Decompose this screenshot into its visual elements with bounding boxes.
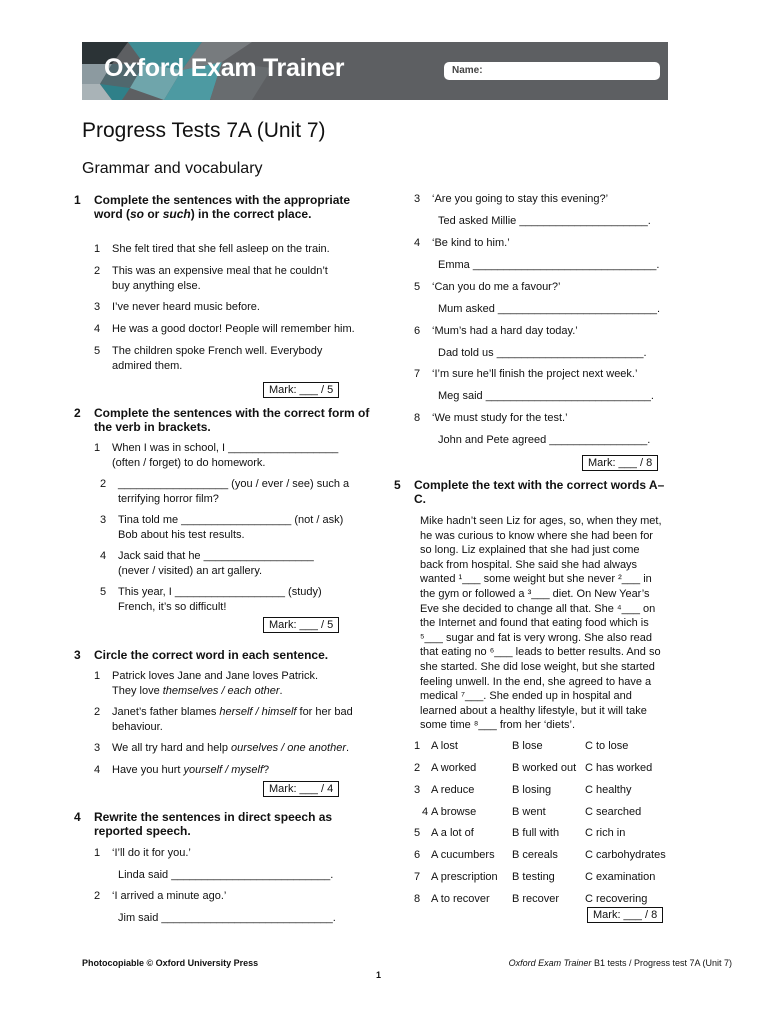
option-number: 8 — [414, 893, 421, 905]
option-number: 7 — [414, 871, 421, 883]
item-text: She felt tired that she fell asleep on the train. — [112, 243, 330, 255]
option-row — [414, 848, 685, 863]
list-item — [100, 477, 366, 506]
word-choice[interactable]: herself / himself — [219, 706, 297, 718]
answer-line[interactable]: Emma ______________________________. — [438, 259, 660, 271]
option-row — [414, 826, 685, 841]
exercise-1-instruction — [74, 194, 374, 221]
option-row — [414, 870, 685, 885]
item-quote: ‘Be kind to him.’ — [432, 237, 510, 249]
item-number: 2 — [94, 890, 101, 902]
item-quote: ‘We must study for the test.’ — [432, 412, 568, 424]
word-choice[interactable]: themselves / each other — [162, 684, 280, 697]
list-item — [94, 763, 364, 778]
option-a[interactable]: A a lot of — [431, 827, 474, 839]
item-number: 1 — [94, 442, 101, 454]
list-item — [414, 192, 674, 207]
option-row — [422, 805, 685, 820]
option-b[interactable]: B cereals — [512, 849, 558, 861]
item-text: Jack said that he __________________ (never / visited) an art gallery. — [118, 550, 314, 577]
exercise-4-instruction — [74, 811, 374, 838]
item-number: 1 — [94, 670, 101, 682]
option-number: 2 — [414, 762, 421, 774]
item-number: 3 — [94, 301, 101, 313]
item-text: . — [346, 742, 350, 754]
text-line: she started. She did lose weight, but she started — [420, 660, 655, 673]
text-line: back from hospital. She said she had always — [420, 558, 638, 571]
page-number: 1 — [376, 970, 382, 980]
answer-line[interactable]: Ted asked Millie _____________________. — [438, 215, 651, 227]
option-number: 4 — [422, 806, 429, 818]
option-b[interactable]: B testing — [512, 871, 555, 883]
list-item — [94, 300, 364, 315]
item-quote: ‘Can you do me a favour?’ — [432, 281, 561, 293]
answer-line[interactable]: Dad told us ________________________. — [438, 347, 647, 359]
item-number: 2 — [94, 706, 101, 718]
item-quote: ‘Are you going to stay this evening?’ — [432, 193, 609, 205]
exercise-3-instruction — [74, 649, 374, 663]
list-item — [94, 705, 356, 734]
item-number: 1 — [94, 847, 101, 859]
option-row — [414, 739, 685, 754]
option-number: 5 — [414, 827, 421, 839]
option-number: 1 — [414, 740, 421, 752]
item-text: ? — [263, 764, 270, 776]
exercise-3 — [74, 648, 374, 795]
text-line: learned about a healthy lifestyle, but it will take — [420, 704, 647, 717]
list-item — [94, 846, 344, 861]
option-c[interactable]: C rich in — [585, 827, 626, 839]
option-a[interactable]: A to recover — [431, 893, 490, 905]
option-row — [414, 783, 685, 798]
option-b[interactable]: B worked out — [512, 762, 577, 774]
list-item — [414, 367, 680, 382]
mark-box[interactable]: Mark: ___ / 5 — [263, 382, 339, 398]
option-b[interactable]: B losing — [512, 784, 552, 796]
text-line: feeling unwell. In the end, she agreed to have a — [420, 675, 652, 688]
text-line: he was curious to know where she had been for — [420, 529, 653, 542]
option-a[interactable]: A browse — [431, 806, 477, 818]
instruction-part: ) in the correct place. — [190, 206, 312, 221]
instruction-text: Complete the sentences with the correct form of the verb in brackets. — [94, 406, 370, 434]
exercise-5 — [394, 478, 686, 921]
item-text: When I was in school, I __________________ (often / forget) to do homework. — [112, 442, 339, 469]
item-number: 5 — [100, 586, 107, 598]
item-text: Janet’s father blames — [112, 706, 220, 718]
section-title: Grammar and vocabulary — [82, 160, 263, 177]
text-line: some time ⁸___ from her ‘diets’. — [420, 719, 576, 732]
item-number: 3 — [414, 193, 421, 205]
item-number: 4 — [94, 323, 101, 335]
list-item — [414, 324, 674, 339]
list-item — [100, 549, 340, 578]
option-c[interactable]: C carbohydrates — [585, 849, 666, 861]
footer-test-name: B1 tests / Progress test 7A (Unit 7) — [591, 958, 732, 968]
item-number: 2 — [94, 265, 101, 277]
item-text: The children spoke French well. Everybody admired them. — [112, 345, 323, 372]
item-text: This year, I __________________ (study) French, it’s so difficult! — [118, 586, 322, 613]
list-item — [94, 889, 344, 904]
item-number: 1 — [94, 243, 101, 255]
footer-brand: Oxford Exam Trainer — [508, 958, 592, 968]
item-number: 3 — [94, 742, 101, 754]
text-line: wanted ¹___ some weight but she never ²___ in — [420, 573, 652, 586]
name-field[interactable] — [444, 62, 660, 80]
list-item — [100, 585, 352, 614]
text-line: ⁵___ sugar and fat is very wrong. She also read — [420, 631, 653, 644]
text-line: so long. Liz explained that she had just come — [420, 544, 640, 557]
item-quote: ‘I’ll do it for you.’ — [112, 847, 191, 859]
option-a[interactable]: A worked — [431, 762, 477, 774]
item-number: 5 — [414, 281, 421, 293]
item-number: 4 — [414, 237, 421, 249]
exercise-4 — [74, 810, 374, 924]
name-label: Name: — [452, 65, 483, 76]
footer-copyright: Photocopiable © Oxford University Press — [82, 958, 259, 968]
mark-box[interactable]: Mark: ___ / 5 — [263, 617, 339, 633]
option-b[interactable]: B went — [512, 806, 546, 818]
exercise-number: 5 — [394, 478, 401, 492]
instruction-text: Circle the correct word in each sentence. — [94, 648, 329, 662]
option-c[interactable]: C examination — [585, 871, 656, 883]
option-b[interactable]: B recover — [512, 893, 560, 905]
text-line: Eve she decided to change all that. She ⁴___ on — [420, 602, 656, 615]
brand-title: Oxford Exam Trainer — [104, 54, 345, 82]
item-text: for her bad behaviour. — [112, 706, 353, 733]
option-a[interactable]: A cucumbers — [431, 849, 495, 861]
answer-line[interactable]: Jim said ____________________________. — [118, 912, 336, 924]
mark-box[interactable]: Mark: ___ / 4 — [263, 781, 339, 797]
item-text: Patrick loves Jane and Jane loves Patrick. They love — [112, 670, 319, 697]
exercise-number: 4 — [74, 810, 81, 824]
answer-line[interactable]: Meg said ___________________________. — [438, 390, 654, 402]
header-banner — [82, 42, 668, 100]
text-line: medical ⁷___. She ended up in hospital and — [420, 690, 632, 703]
instruction-text: Complete the text with the correct words A–C. — [414, 478, 665, 506]
exercise-1 — [74, 193, 374, 396]
text-line: Mike hadn’t seen Liz for ages, so, when they met, — [420, 515, 662, 527]
instruction-word-so: so — [130, 206, 145, 221]
item-number: 2 — [100, 478, 107, 490]
answer-line[interactable]: Linda said __________________________. — [118, 869, 334, 881]
option-c[interactable]: C healthy — [585, 784, 632, 796]
option-number: 6 — [414, 849, 421, 861]
list-item — [94, 669, 344, 698]
text-line: the gym or followed a ³___ diet. On New Year’s — [420, 587, 650, 600]
option-c[interactable]: C to lose — [585, 740, 629, 752]
option-number: 3 — [414, 784, 421, 796]
option-a[interactable]: A prescription — [431, 871, 498, 883]
mark-box[interactable]: Mark: ___ / 8 — [587, 907, 663, 923]
text-line: the Internet and found that eating food which is — [420, 617, 649, 630]
exercise-2-instruction — [74, 407, 374, 434]
list-item — [94, 242, 364, 257]
instruction-text: Rewrite the sentences in direct speech as reported speech. — [94, 810, 333, 838]
item-quote: ‘Mum’s had a hard day today.’ — [432, 325, 578, 337]
exercise-number: 2 — [74, 406, 81, 420]
item-number: 6 — [414, 325, 421, 337]
exercise-2 — [74, 406, 374, 631]
answer-line[interactable]: Mum asked __________________________. — [438, 303, 661, 315]
word-choice[interactable]: ourselves / one another — [231, 742, 346, 754]
option-row — [414, 892, 685, 907]
item-number: 4 — [100, 550, 107, 562]
item-number: 8 — [414, 412, 421, 424]
item-text: I’ve never heard music before. — [112, 301, 260, 313]
instruction-word-such: such — [162, 206, 191, 221]
list-item — [94, 441, 356, 470]
item-number: 5 — [94, 345, 101, 357]
word-choice[interactable]: yourself / myself — [183, 764, 264, 776]
page-title: Progress Tests 7A (Unit 7) — [82, 119, 326, 142]
instruction-part: Complete the sentences with the appropriate word ( — [94, 193, 351, 221]
exercise-number: 3 — [74, 648, 81, 662]
item-number: 7 — [414, 368, 421, 380]
list-item — [100, 513, 352, 542]
list-item — [414, 411, 674, 426]
item-quote: ‘I’m sure he’ll finish the project next week.’ — [432, 368, 638, 380]
item-quote: ‘I arrived a minute ago.’ — [112, 890, 227, 902]
list-item — [414, 236, 674, 251]
option-b[interactable]: B lose — [512, 740, 543, 752]
option-c[interactable]: C has worked — [585, 762, 653, 774]
item-text: __________________ (you / ever / see) such a terrifying horror film? — [118, 478, 350, 505]
item-text: . — [279, 684, 283, 697]
option-a[interactable]: A reduce — [431, 784, 475, 796]
item-text: We all try hard and help — [112, 742, 232, 754]
list-item — [94, 322, 374, 337]
item-text: Tina told me __________________ (not / ask) Bob about his test results. — [118, 514, 344, 541]
option-c[interactable]: C recovering — [585, 893, 648, 905]
exercise-5-instruction — [394, 479, 686, 506]
item-number: 3 — [100, 514, 107, 526]
item-text: Have you hurt — [112, 764, 184, 776]
option-a[interactable]: A lost — [431, 740, 458, 752]
list-item — [94, 264, 339, 293]
option-row — [414, 761, 685, 776]
list-item — [94, 344, 334, 373]
answer-line[interactable]: John and Pete agreed ________________. — [438, 434, 651, 446]
exercise-number: 1 — [74, 193, 81, 207]
text-line: that eating no ⁶___ leads to better results. And so — [420, 646, 661, 659]
item-text: He was a good doctor! People will remember him. — [112, 323, 355, 335]
option-b[interactable]: B full with — [512, 827, 560, 839]
option-c[interactable]: C searched — [585, 806, 642, 818]
item-text: This was an expensive meal that he couldn’t buy anything else. — [112, 265, 328, 292]
instruction-part: or — [144, 206, 163, 221]
mark-box[interactable]: Mark: ___ / 8 — [582, 455, 658, 471]
list-item — [94, 741, 374, 756]
footer-test-info — [509, 958, 732, 968]
list-item — [414, 280, 674, 295]
exercise-5-text — [420, 514, 682, 733]
item-number: 4 — [94, 764, 101, 776]
